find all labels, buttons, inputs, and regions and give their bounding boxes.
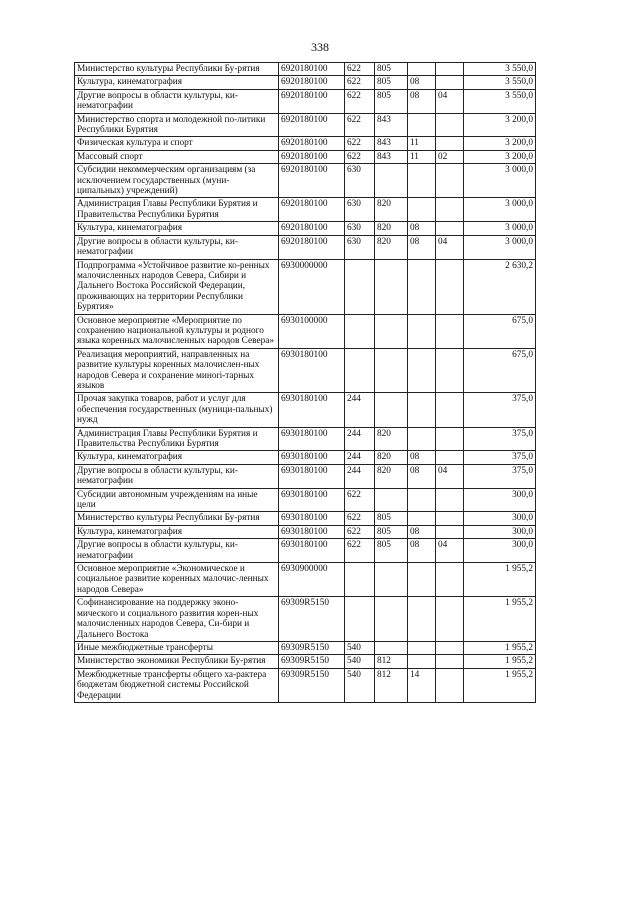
row-section-cell [408,655,436,668]
row-expense-type-cell: 244 [345,451,375,464]
row-amount-cell: 300,0 [464,488,536,512]
row-name-cell: Культура, кинематография [75,76,279,89]
row-amount-cell: 300,0 [464,512,536,525]
row-amount-cell: 675,0 [464,314,536,348]
row-code-cell: 6920180100 [279,113,345,137]
row-administrator-cell: 805 [375,89,408,113]
row-subsection-cell: 04 [436,464,464,488]
row-name-cell: Массовый спорт [75,150,279,163]
row-section-cell: 08 [408,451,436,464]
row-subsection-cell [436,63,464,76]
row-section-cell: 08 [408,222,436,235]
row-amount-cell: 375,0 [464,427,536,451]
row-name-cell: Межбюджетные трансферты общего ха-рактера бюджетам бюджетной системы Российской Федерации [75,668,279,702]
row-administrator-cell: 820 [375,464,408,488]
row-administrator-cell: 812 [375,655,408,668]
row-amount-cell: 1 955,2 [464,668,536,702]
row-section-cell: 11 [408,150,436,163]
row-administrator-cell [375,314,408,348]
row-section-cell [408,563,436,597]
row-administrator-cell: 843 [375,137,408,150]
row-code-cell: 69309R5150 [279,641,345,654]
table-row [75,113,536,137]
row-section-cell [408,393,436,427]
row-amount-cell: 375,0 [464,451,536,464]
table-row [75,539,536,563]
row-expense-type-cell: 540 [345,668,375,702]
row-section-cell: 08 [408,539,436,563]
table-row [75,512,536,525]
page-number: 338 [311,40,329,54]
row-amount-cell: 300,0 [464,539,536,563]
row-expense-type-cell [345,259,375,314]
row-subsection-cell [436,451,464,464]
row-code-cell: 6930180100 [279,464,345,488]
row-section-cell [408,164,436,198]
row-code-cell: 6930180100 [279,427,345,451]
row-expense-type-cell [345,597,375,642]
row-amount-cell: 3 200,0 [464,113,536,137]
row-name-cell: Субсидии некоммерческим организациям (за исключением государственных (муни-ципальных) учреждений) [75,164,279,198]
table-row [75,259,536,314]
row-section-cell [408,348,436,393]
row-expense-type-cell: 622 [345,525,375,538]
row-code-cell: 69309R5150 [279,597,345,642]
row-administrator-cell [375,259,408,314]
row-subsection-cell [436,427,464,451]
table-row [75,198,536,222]
row-administrator-cell: 805 [375,525,408,538]
row-amount-cell: 375,0 [464,464,536,488]
row-expense-type-cell: 622 [345,512,375,525]
row-amount-cell: 3 000,0 [464,198,536,222]
row-subsection-cell [436,259,464,314]
row-name-cell: Основное мероприятие «Экономическое и социальное развитие коренных малочис-ленных народов Севера» [75,563,279,597]
table-row [75,89,536,113]
row-expense-type-cell: 630 [345,164,375,198]
table-row [75,641,536,654]
row-section-cell: 08 [408,76,436,89]
row-administrator-cell: 805 [375,539,408,563]
row-administrator-cell [375,393,408,427]
row-code-cell: 6920180100 [279,198,345,222]
row-administrator-cell [375,641,408,654]
row-subsection-cell [436,198,464,222]
row-administrator-cell: 820 [375,235,408,259]
row-code-cell: 6930000000 [279,259,345,314]
row-code-cell: 6920180100 [279,63,345,76]
row-subsection-cell [436,668,464,702]
row-administrator-cell [375,488,408,512]
row-code-cell: 6920180100 [279,222,345,235]
row-administrator-cell: 805 [375,63,408,76]
table-row [75,655,536,668]
row-name-cell: Прочая закупка товаров, работ и услуг для обеспечения государственных (муници-пальных) нужд [75,393,279,427]
row-expense-type-cell: 630 [345,198,375,222]
row-expense-type-cell: 622 [345,89,375,113]
table-row [75,76,536,89]
row-subsection-cell [436,164,464,198]
table-row [75,451,536,464]
row-expense-type-cell: 630 [345,235,375,259]
row-name-cell: Другие вопросы в области культуры, ки-нематографии [75,89,279,113]
table-row [75,150,536,163]
row-subsection-cell [436,137,464,150]
row-subsection-cell [436,393,464,427]
row-section-cell [408,314,436,348]
row-expense-type-cell [345,348,375,393]
row-amount-cell: 3 200,0 [464,137,536,150]
row-amount-cell: 1 955,2 [464,655,536,668]
row-amount-cell: 2 630,2 [464,259,536,314]
row-administrator-cell: 805 [375,512,408,525]
table-row [75,464,536,488]
row-subsection-cell [436,222,464,235]
row-expense-type-cell: 622 [345,150,375,163]
row-amount-cell: 3 550,0 [464,63,536,76]
row-expense-type-cell: 244 [345,427,375,451]
row-subsection-cell [436,597,464,642]
table-row [75,427,536,451]
row-name-cell: Администрация Главы Республики Бурятия и Правительства Республики Бурятия [75,427,279,451]
table-row [75,63,536,76]
row-name-cell: Подпрограмма «Устойчивое развитие ко-ренных малочисленных народов Севера, Сибири и Дальнего Востока Российской Федерации, проживающих на территории Республики Бурятия» [75,259,279,314]
row-administrator-cell [375,348,408,393]
table-row [75,164,536,198]
row-code-cell: 6920180100 [279,137,345,150]
table-row [75,393,536,427]
row-section-cell [408,427,436,451]
row-code-cell: 6930180100 [279,488,345,512]
row-code-cell: 6930900000 [279,563,345,597]
row-name-cell: Министерство культуры Республики Бу-рятия [75,512,279,525]
row-administrator-cell: 843 [375,150,408,163]
row-section-cell [408,597,436,642]
row-amount-cell: 675,0 [464,348,536,393]
row-name-cell: Министерство экономики Республики Бу-рятия [75,655,279,668]
row-name-cell: Иные межбюджетные трансферты [75,641,279,654]
row-name-cell: Другие вопросы в области культуры, ки-нематографии [75,539,279,563]
table-row [75,314,536,348]
row-name-cell: Субсидии автономным учреждениям на иные цели [75,488,279,512]
row-amount-cell: 3 550,0 [464,89,536,113]
table-row [75,488,536,512]
row-amount-cell: 3 550,0 [464,76,536,89]
row-administrator-cell: 812 [375,668,408,702]
row-administrator-cell: 820 [375,198,408,222]
row-amount-cell: 300,0 [464,525,536,538]
row-name-cell: Физическая культура и спорт [75,137,279,150]
row-amount-cell: 3 000,0 [464,222,536,235]
row-code-cell: 69309R5150 [279,655,345,668]
row-section-cell [408,488,436,512]
row-subsection-cell [436,525,464,538]
row-administrator-cell: 820 [375,222,408,235]
row-code-cell: 69309R5150 [279,668,345,702]
row-name-cell: Министерство спорта и молодежной по-литики Республики Бурятия [75,113,279,137]
row-code-cell: 6920180100 [279,164,345,198]
row-section-cell [408,512,436,525]
table-row [75,597,536,642]
row-expense-type-cell: 630 [345,222,375,235]
row-name-cell: Другие вопросы в области культуры, ки-нематографии [75,235,279,259]
row-subsection-cell [436,563,464,597]
row-subsection-cell [436,655,464,668]
row-subsection-cell [436,314,464,348]
row-subsection-cell: 04 [436,235,464,259]
row-expense-type-cell: 244 [345,393,375,427]
row-section-cell [408,641,436,654]
row-expense-type-cell: 622 [345,76,375,89]
row-expense-type-cell: 622 [345,539,375,563]
row-expense-type-cell: 540 [345,655,375,668]
row-administrator-cell [375,597,408,642]
row-code-cell: 6920180100 [279,76,345,89]
row-code-cell: 6920180100 [279,89,345,113]
row-administrator-cell: 805 [375,76,408,89]
row-name-cell: Администрация Главы Республики Бурятия и Правительства Республики Бурятия [75,198,279,222]
budget-table [74,62,536,703]
row-name-cell: Софинансирование на поддержку эконо-мического и социального развития корен-ных малочисленных народов Севера, Си-бири и Дальнего Востока [75,597,279,642]
row-expense-type-cell: 622 [345,63,375,76]
row-code-cell: 6930180100 [279,512,345,525]
table-row [75,525,536,538]
row-administrator-cell [375,563,408,597]
table-body [75,63,536,703]
row-subsection-cell: 04 [436,89,464,113]
row-code-cell: 6930180100 [279,539,345,563]
row-amount-cell: 3 000,0 [464,164,536,198]
row-section-cell: 08 [408,464,436,488]
row-section-cell [408,113,436,137]
row-section-cell: 08 [408,235,436,259]
row-name-cell: Основное мероприятие «Мероприятие по сохранению национальной культуры и родного языка коренных малочисленных народов Севера» [75,314,279,348]
table-row [75,668,536,702]
row-section-cell: 08 [408,89,436,113]
table-row [75,563,536,597]
row-section-cell [408,63,436,76]
row-section-cell [408,259,436,314]
row-amount-cell: 3 200,0 [464,150,536,163]
row-amount-cell: 3 000,0 [464,235,536,259]
row-administrator-cell: 820 [375,451,408,464]
row-name-cell: Культура, кинематография [75,222,279,235]
row-code-cell: 6930180100 [279,525,345,538]
row-name-cell: Реализация мероприятий, направленных на развитие культуры коренных малочислен-ных народов Севера и сохранение миноri-тарных языков [75,348,279,393]
row-expense-type-cell: 244 [345,464,375,488]
row-expense-type-cell: 540 [345,641,375,654]
row-subsection-cell: 02 [436,150,464,163]
row-amount-cell: 1 955,2 [464,563,536,597]
row-subsection-cell: 04 [436,539,464,563]
row-expense-type-cell: 622 [345,488,375,512]
row-subsection-cell [436,512,464,525]
row-subsection-cell [436,488,464,512]
row-section-cell: 08 [408,525,436,538]
row-administrator-cell [375,164,408,198]
row-code-cell: 6930180100 [279,348,345,393]
row-name-cell: Культура, кинематография [75,525,279,538]
row-expense-type-cell: 622 [345,113,375,137]
table-row [75,222,536,235]
row-subsection-cell [436,113,464,137]
row-section-cell: 11 [408,137,436,150]
table-row [75,137,536,150]
row-amount-cell: 375,0 [464,393,536,427]
table-row [75,348,536,393]
row-subsection-cell [436,641,464,654]
row-expense-type-cell [345,314,375,348]
row-code-cell: 6930100000 [279,314,345,348]
row-code-cell: 6920180100 [279,235,345,259]
row-amount-cell: 1 955,2 [464,641,536,654]
table-row [75,235,536,259]
row-code-cell: 6930180100 [279,451,345,464]
row-section-cell: 14 [408,668,436,702]
row-expense-type-cell: 622 [345,137,375,150]
row-section-cell [408,198,436,222]
row-administrator-cell: 820 [375,427,408,451]
row-administrator-cell: 843 [375,113,408,137]
row-amount-cell: 1 955,2 [464,597,536,642]
row-name-cell: Культура, кинематография [75,451,279,464]
row-name-cell: Другие вопросы в области культуры, ки-нематографии [75,464,279,488]
row-code-cell: 6930180100 [279,393,345,427]
row-expense-type-cell [345,563,375,597]
row-code-cell: 6920180100 [279,150,345,163]
row-name-cell: Министерство культуры Республики Бу-рятия [75,63,279,76]
row-subsection-cell [436,348,464,393]
row-subsection-cell [436,76,464,89]
